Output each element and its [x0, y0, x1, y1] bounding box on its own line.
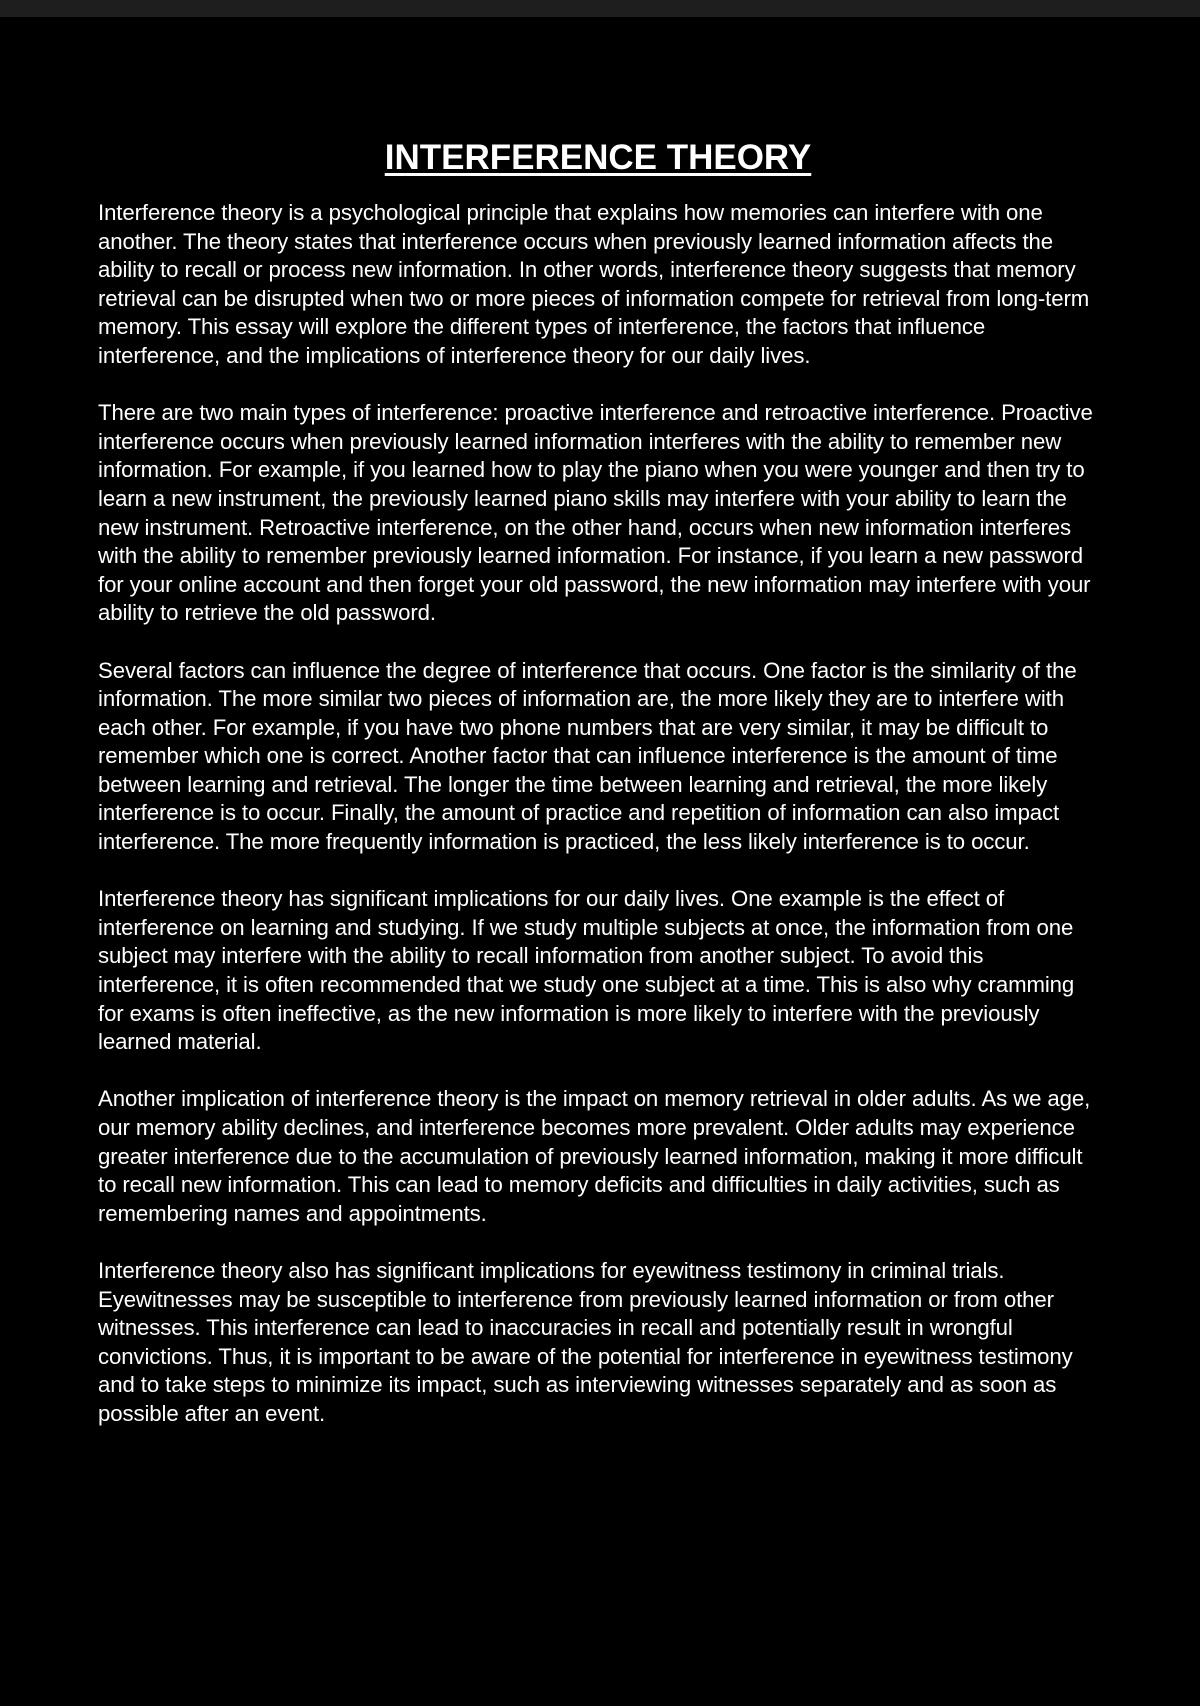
paragraph-older-adults: Another implication of interference theory is the impact on memory retrieval in older adults. As we age, our memory ability declines, and interference becomes more prevalent. Older adults may experience greater interference due to the accumulation of previously learned information, making it more difficult to recall new information. This can lead to memory deficits and difficulties in daily activities, such as remembering names and appointments. [98, 1086, 1091, 1226]
paragraph-daily-life-implications: Interference theory has significant implications for our daily lives. One example is the effect of interference on learning and studying. If we study multiple subjects at once, the information from one subject may interfere with the ability to recall information from another subject. To avoid this interference, it is often recommended that we study one subject at a time. This is also why cramming for exams is often ineffective, as the new information is more likely to interfere with the previously learned material. [98, 886, 1075, 1055]
window-top-bar [0, 0, 1200, 17]
document-title: INTERFERENCE THEORY [384, 138, 812, 177]
paragraph-influencing-factors: Several factors can influence the degree of interference that occurs. One factor is the similarity of the information. The more similar two pieces of information are, the more likely they are to interfere with each other. For example, if you have two phone numbers that are very similar, it may be difficult to remember which one is correct. Another factor that can influence interference is the amount of time between learning and retrieval. The longer the time between learning and retrieval, the more likely interference is to occur. Finally, the amount of practice and repetition of information can also impact interference. The more frequently information is practiced, the less likely interference is to occur. [98, 657, 1077, 855]
paragraph-introduction: Interference theory is a psychological principle that explains how memories can interfere with one another. The theory states that interference occurs when previously learned information affects the ability to recall or process new information. In other words, interference theory suggests that memory retrieval can be disrupted when two or more pieces of information compete for retrieval from long-term memory. This essay will explore the different types of interference, the factors that influence interference, and the implications of interference theory for our daily lives. [98, 200, 1090, 368]
document-body [98, 136, 1098, 1457]
paragraph-eyewitness-testimony: Interference theory also has significant implications for eyewitness testimony in criminal trials. Eyewitnesses may be susceptible to interference from previously learned information or from other witnesses. This interference can lead to inaccuracies in recall and potentially result in wrongful convictions. Thus, it is important to be aware of the potential for interference in eyewitness testimony and to take steps to minimize its impact, such as interviewing witnesses separately and as soon as possible after an event. [98, 1257, 1073, 1426]
paragraph-types-of-interference: There are two main types of interference: proactive interference and retroactive interference. Proactive interference occurs when previously learned information interferes with the ability to remember new information. For example, if you learned how to play the piano when you were younger and then try to learn a new instrument, the previously learned piano skills may interfere with your ability to learn the new instrument. Retroactive interference, on the other hand, occurs when new information interferes with the ability to remember previously learned information. For instance, if you learn a new password for your online account and then forget your old password, the new information may interfere with your ability to retrieve the old password. [98, 400, 1093, 626]
